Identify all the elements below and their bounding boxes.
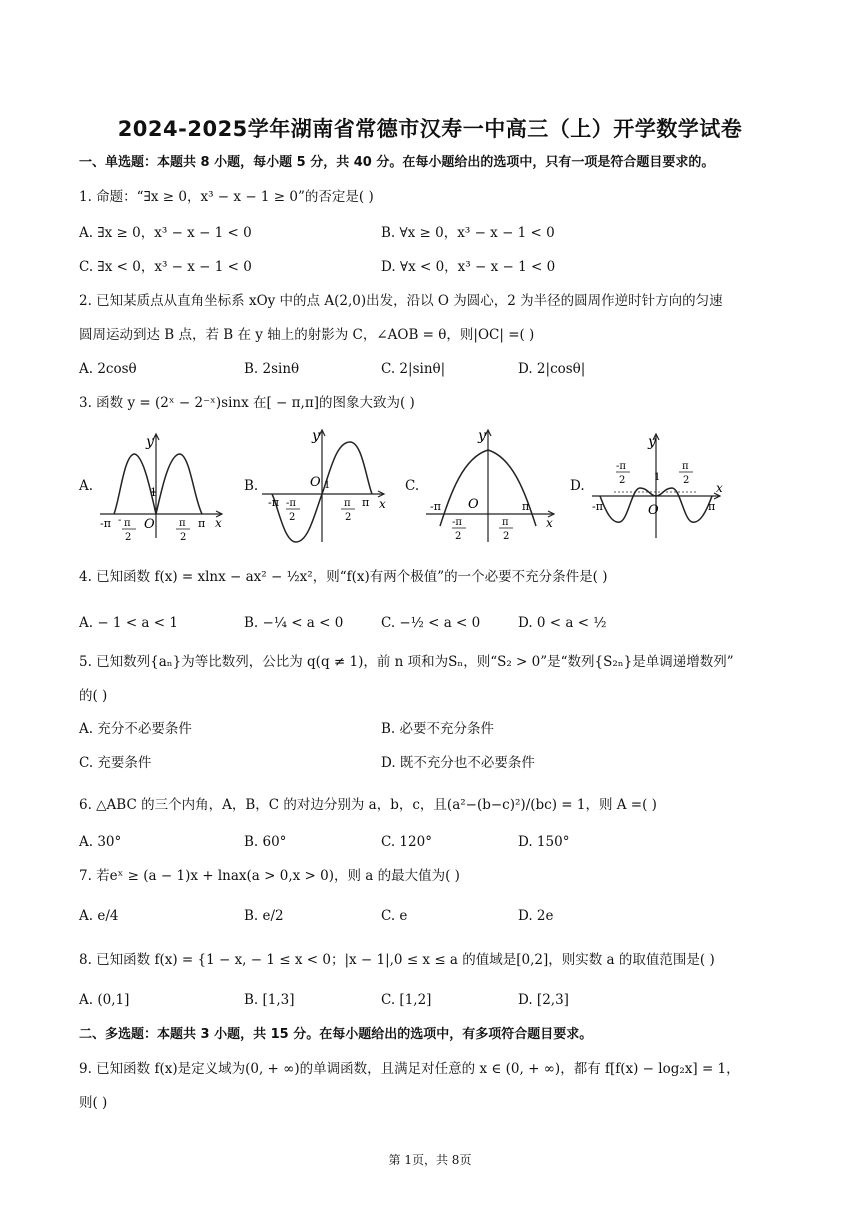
question-2-option-d: D. 2|cosθ| bbox=[518, 361, 586, 377]
svg-text:1: 1 bbox=[654, 472, 661, 483]
question-3-graph-a bbox=[96, 426, 230, 546]
question-2-line-2: 圆周运动到达 B 点，若 B 在 y 轴上的射影为 C，∠AOB = θ，则|OC| =( ) bbox=[79, 327, 535, 343]
svg-text:2: 2 bbox=[503, 531, 510, 542]
question-8-option-d: D. [2,3] bbox=[518, 992, 569, 1008]
svg-text:-π: -π bbox=[268, 496, 279, 509]
svg-text:π: π bbox=[362, 496, 370, 509]
question-3-graph-d bbox=[588, 426, 728, 546]
svg-text:-π: -π bbox=[100, 517, 111, 530]
question-6-stem: 6. △ABC 的三个内角，A，B，C 的对边分别为 a，b，c，且(a²−(b−c)²)/(bc) = 1，则 A =( ) bbox=[79, 797, 657, 813]
page-footer: 第 1页，共 8页 bbox=[388, 1153, 472, 1167]
svg-text:y: y bbox=[648, 434, 656, 450]
question-3-label-d: D. bbox=[570, 478, 585, 494]
question-6-option-c: C. 120° bbox=[381, 834, 432, 850]
question-1-option-c: C. ∃x < 0，x³ − x − 1 < 0 bbox=[79, 259, 252, 275]
question-5-option-b: B. 必要不充分条件 bbox=[381, 721, 495, 737]
question-4-option-b: B. −¼ < a < 0 bbox=[244, 615, 344, 631]
question-4-stem: 4. 已知函数 f(x) = xlnx − ax² − ½x²，则“f(x)有两个极值”的一个必要不充分条件是( ) bbox=[79, 569, 608, 585]
question-4-option-a: A. − 1 < a < 1 bbox=[79, 615, 178, 631]
question-2-option-c: C. 2|sinθ| bbox=[381, 361, 446, 377]
svg-text:π: π bbox=[522, 500, 530, 513]
question-1-option-d: D. ∀x < 0，x³ − x − 1 < 0 bbox=[381, 259, 556, 275]
svg-text:-π: -π bbox=[286, 498, 296, 509]
svg-text:x: x bbox=[716, 481, 723, 495]
svg-text:-π: -π bbox=[616, 461, 626, 472]
question-5-option-d: D. 既不充分也不必要条件 bbox=[381, 755, 535, 771]
question-1-stem: 1. 命题：“∃x ≥ 0，x³ − x − 1 ≥ 0”的否定是( ) bbox=[79, 189, 374, 205]
question-2-option-b: B. 2sinθ bbox=[244, 361, 300, 377]
svg-text:2: 2 bbox=[619, 475, 626, 486]
svg-text:-π: -π bbox=[452, 517, 462, 528]
question-3-graph-b bbox=[258, 426, 392, 546]
svg-text:-: - bbox=[118, 515, 122, 526]
svg-text:O: O bbox=[310, 475, 321, 490]
svg-text:O: O bbox=[144, 517, 155, 532]
svg-text:-π: -π bbox=[592, 500, 603, 513]
question-2-option-a: A. 2cosθ bbox=[79, 361, 137, 377]
question-5-line-1: 5. 已知数列{aₙ}为等比数列，公比为 q(q ≠ 1)，前 n 项和为Sₙ，则“S₂ > 0”是“数列{S₂ₙ}是单调递增数列” bbox=[79, 654, 734, 670]
svg-text:π: π bbox=[124, 518, 131, 529]
svg-text:O: O bbox=[468, 497, 479, 512]
question-1-option-a: A. ∃x ≥ 0，x³ − x − 1 < 0 bbox=[79, 225, 252, 241]
question-3-graph-c bbox=[422, 426, 562, 546]
svg-text:-π: -π bbox=[430, 500, 441, 513]
svg-text:x: x bbox=[379, 497, 386, 511]
question-5-option-a: A. 充分不必要条件 bbox=[79, 721, 192, 737]
question-7-option-d: D. 2e bbox=[518, 908, 554, 924]
question-7-option-a: A. e/4 bbox=[79, 908, 119, 924]
question-5-option-c: C. 充要条件 bbox=[79, 755, 152, 771]
svg-text:y: y bbox=[478, 428, 486, 444]
question-6-option-a: A. 30° bbox=[79, 834, 122, 850]
section-heading-single-choice: 一、单选题：本题共 8 小题，每小题 5 分，共 40 分。在每小题给出的选项中，只有一项是符合题目要求的。 bbox=[79, 155, 715, 170]
question-1-option-b: B. ∀x ≥ 0，x³ − x − 1 < 0 bbox=[381, 225, 555, 241]
question-3-label-b: B. bbox=[244, 478, 259, 494]
svg-text:2: 2 bbox=[125, 532, 132, 543]
question-2-line-1: 2. 已知某质点从直角坐标系 xOy 中的点 A(2,0)出发，沿以 O 为圆心，2 为半径的圆周作逆时针方向的匀速 bbox=[79, 293, 723, 309]
svg-text:π: π bbox=[502, 517, 509, 528]
question-7-option-c: C. e bbox=[381, 908, 408, 924]
question-8-stem: 8. 已知函数 f(x) = {1 − x, − 1 ≤ x < 0；|x − 1|,0 ≤ x ≤ a 的值域是[0,2]，则实数 a 的取值范围是( ) bbox=[79, 952, 715, 968]
question-9-line-1: 9. 已知函数 f(x)是定义域为(0, + ∞)的单调函数，且满足对任意的 x ∈ (0, + ∞)，都有 f[f(x) − log₂x] = 1， bbox=[79, 1061, 740, 1077]
question-7-option-b: B. e/2 bbox=[244, 908, 284, 924]
question-8-option-a: A. (0,1] bbox=[79, 992, 130, 1008]
question-5-line-2: 的( ) bbox=[79, 688, 108, 704]
svg-text:2: 2 bbox=[289, 512, 296, 523]
question-8-option-c: C. [1,2] bbox=[381, 992, 432, 1008]
svg-text:1: 1 bbox=[150, 486, 157, 499]
svg-text:2: 2 bbox=[683, 475, 690, 486]
question-4-option-c: C. −½ < a < 0 bbox=[381, 615, 481, 631]
question-6-option-b: B. 60° bbox=[244, 834, 287, 850]
svg-text:2: 2 bbox=[180, 532, 187, 543]
question-7-stem: 7. 若eˣ ≥ (a − 1)x + lnax(a > 0,x > 0)，则 a 的最大值为( ) bbox=[79, 868, 460, 884]
svg-text:π: π bbox=[179, 518, 186, 529]
svg-text:π: π bbox=[708, 500, 716, 513]
svg-text:1: 1 bbox=[324, 480, 331, 491]
svg-text:x: x bbox=[546, 516, 553, 530]
svg-text:O: O bbox=[648, 503, 659, 518]
svg-text:2: 2 bbox=[455, 531, 462, 542]
svg-text:x: x bbox=[215, 516, 222, 530]
question-3-label-c: C. bbox=[405, 478, 420, 494]
svg-text:2: 2 bbox=[345, 512, 352, 523]
question-3-stem: 3. 函数 y = (2ˣ − 2⁻ˣ)sinx 在[ − π,π]的图象大致为( ) bbox=[79, 395, 415, 411]
question-3-label-a: A. bbox=[79, 478, 94, 494]
question-6-option-d: D. 150° bbox=[518, 834, 570, 850]
svg-text:y: y bbox=[146, 434, 154, 450]
svg-text:π: π bbox=[198, 517, 206, 530]
question-9-line-2: 则( ) bbox=[79, 1095, 108, 1111]
question-4-option-d: D. 0 < a < ½ bbox=[518, 615, 607, 631]
question-8-option-b: B. [1,3] bbox=[244, 992, 295, 1008]
page-title: 2024-2025学年湖南省常德市汉寿一中高三（上）开学数学试卷 bbox=[117, 117, 743, 141]
svg-text:π: π bbox=[682, 461, 689, 472]
section-heading-multiple-choice: 二、多选题：本题共 3 小题，共 15 分。在每小题给出的选项中，有多项符合题目要求。 bbox=[79, 1027, 593, 1042]
svg-text:π: π bbox=[344, 498, 351, 509]
svg-text:y: y bbox=[312, 428, 320, 444]
